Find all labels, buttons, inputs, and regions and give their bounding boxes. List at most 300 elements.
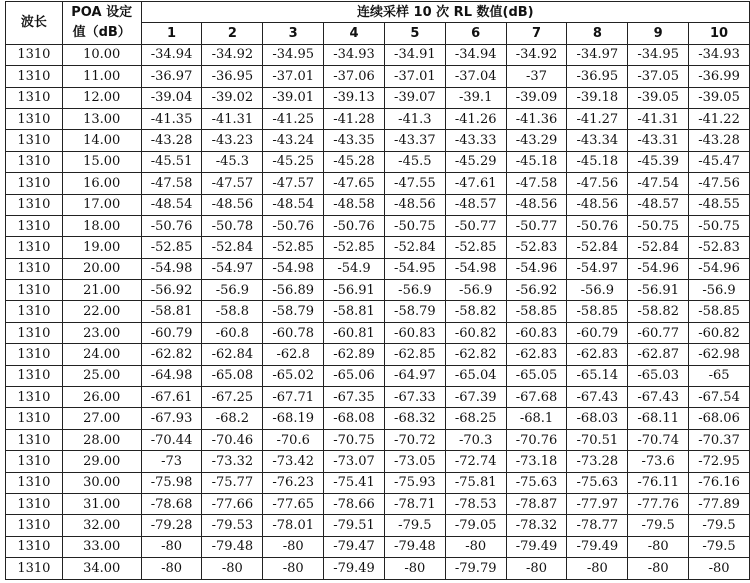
wavelength-cell: 1310 (6, 472, 63, 493)
rl-value-cell: -45.51 (141, 151, 202, 172)
rl-value-cell: -67.35 (324, 387, 385, 408)
rl-value-cell: -48.56 (567, 194, 628, 215)
sample-col-header: 2 (202, 23, 263, 44)
rl-value-cell: -79.48 (384, 536, 445, 557)
rl-value-cell: -68.1 (506, 408, 567, 429)
table-row (6, 429, 750, 450)
rl-value-cell: -73.32 (202, 451, 263, 472)
table-row (6, 387, 750, 408)
rl-value-cell: -56.91 (628, 280, 689, 301)
rl-value-cell: -60.77 (628, 322, 689, 343)
rl-value-cell: -43.31 (628, 130, 689, 151)
poa-header-line2: 值（dB） (72, 24, 131, 40)
table-row (6, 365, 750, 386)
rl-value-cell: -70.37 (689, 429, 750, 450)
rl-value-cell: -79.49 (506, 536, 567, 557)
wavelength-cell: 1310 (6, 215, 63, 236)
rl-value-cell: -41.36 (506, 108, 567, 129)
rl-value-cell: -47.55 (384, 173, 445, 194)
rl-value-cell: -56.9 (567, 280, 628, 301)
rl-value-cell: -48.55 (689, 194, 750, 215)
rl-value-cell: -75.77 (202, 472, 263, 493)
rl-value-cell: -65.06 (324, 365, 385, 386)
table-row (6, 44, 750, 65)
rl-value-cell: -75.93 (384, 472, 445, 493)
rl-value-cell: -39.09 (506, 87, 567, 108)
wavelength-cell: 1310 (6, 365, 63, 386)
rl-value-cell: -56.91 (324, 280, 385, 301)
table-row (6, 194, 750, 215)
rl-value-cell: -58.85 (567, 301, 628, 322)
rl-value-cell: -45.18 (506, 151, 567, 172)
rl-value-cell: -58.81 (324, 301, 385, 322)
rl-value-cell: -65.02 (263, 365, 324, 386)
rl-value-cell: -76.11 (628, 472, 689, 493)
rl-value-cell: -60.81 (324, 322, 385, 343)
table-row (6, 280, 750, 301)
table-row (6, 258, 750, 279)
rl-value-cell: -52.85 (445, 237, 506, 258)
rl-value-cell: -65.08 (202, 365, 263, 386)
rl-value-cell: -54.98 (141, 258, 202, 279)
wavelength-cell: 1310 (6, 44, 63, 65)
rl-value-cell: -37 (506, 66, 567, 87)
wavelength-cell: 1310 (6, 493, 63, 514)
rl-value-cell: -41.31 (628, 108, 689, 129)
poa-cell: 29.00 (62, 451, 141, 472)
rl-value-cell: -50.77 (445, 215, 506, 236)
rl-value-cell: -62.8 (263, 344, 324, 365)
rl-value-cell: -45.28 (324, 151, 385, 172)
rl-value-cell: -37.04 (445, 66, 506, 87)
rl-value-cell: -79.48 (202, 536, 263, 557)
rl-value-cell: -48.58 (324, 194, 385, 215)
rl-value-cell: -37.05 (628, 66, 689, 87)
wavelength-cell: 1310 (6, 237, 63, 258)
rl-value-cell: -67.61 (141, 387, 202, 408)
rl-value-cell: -34.92 (202, 44, 263, 65)
rl-value-cell: -60.8 (202, 322, 263, 343)
rl-value-cell: -73 (141, 451, 202, 472)
rl-value-cell: -67.33 (384, 387, 445, 408)
rl-value-cell: -47.57 (202, 173, 263, 194)
rl-value-cell: -73.6 (628, 451, 689, 472)
table-row (6, 173, 750, 194)
rl-value-cell: -45.39 (628, 151, 689, 172)
poa-cell: 18.00 (62, 215, 141, 236)
poa-cell: 15.00 (62, 151, 141, 172)
poa-cell: 33.00 (62, 536, 141, 557)
rl-value-cell: -70.76 (506, 429, 567, 450)
poa-cell: 24.00 (62, 344, 141, 365)
rl-value-cell: -47.57 (263, 173, 324, 194)
rl-value-cell: -37.01 (263, 66, 324, 87)
rl-value-cell: -79.47 (324, 536, 385, 557)
rl-value-cell: -43.28 (689, 130, 750, 151)
rl-value-cell: -68.2 (202, 408, 263, 429)
rl-value-cell: -56.92 (506, 280, 567, 301)
rl-value-cell: -47.58 (506, 173, 567, 194)
rl-value-cell: -70.46 (202, 429, 263, 450)
rl-value-cell: -43.34 (567, 130, 628, 151)
rl-value-cell: -58.85 (506, 301, 567, 322)
rl-value-cell: -62.85 (384, 344, 445, 365)
rl-value-cell: -45.5 (384, 151, 445, 172)
rl-value-cell: -52.83 (689, 237, 750, 258)
rl-value-cell: -47.58 (141, 173, 202, 194)
rl-value-cell: -77.66 (202, 493, 263, 514)
rl-value-cell: -36.95 (202, 66, 263, 87)
rl-value-cell: -52.85 (141, 237, 202, 258)
rl-value-cell: -54.98 (263, 258, 324, 279)
rl-value-cell: -50.76 (567, 215, 628, 236)
rl-value-cell: -34.91 (384, 44, 445, 65)
sample-col-header: 3 (263, 23, 324, 44)
rl-value-cell: -45.25 (263, 151, 324, 172)
wavelength-header: 波长 (6, 2, 63, 45)
rl-value-cell: -58.82 (445, 301, 506, 322)
table-body (6, 44, 750, 579)
rl-value-cell: -78.32 (506, 515, 567, 536)
rl-value-cell: -43.23 (202, 130, 263, 151)
wavelength-cell: 1310 (6, 322, 63, 343)
poa-cell: 28.00 (62, 429, 141, 450)
rl-value-cell: -70.44 (141, 429, 202, 450)
rl-value-cell: -39.1 (445, 87, 506, 108)
rl-value-cell: -41.27 (567, 108, 628, 129)
rl-value-cell: -80 (202, 558, 263, 579)
rl-value-cell: -62.83 (506, 344, 567, 365)
wavelength-cell: 1310 (6, 87, 63, 108)
poa-cell: 22.00 (62, 301, 141, 322)
wavelength-cell: 1310 (6, 451, 63, 472)
rl-value-cell: -54.9 (324, 258, 385, 279)
rl-value-cell: -34.94 (141, 44, 202, 65)
rl-value-cell: -56.9 (445, 280, 506, 301)
samples-header: 连续采样 10 次 RL 数值(dB) (141, 2, 749, 23)
rl-value-cell: -73.07 (324, 451, 385, 472)
sample-col-header: 8 (567, 23, 628, 44)
rl-value-cell: -68.03 (567, 408, 628, 429)
rl-value-cell: -75.63 (567, 472, 628, 493)
poa-cell: 20.00 (62, 258, 141, 279)
rl-value-cell: -45.47 (689, 151, 750, 172)
rl-value-cell: -41.35 (141, 108, 202, 129)
rl-value-cell: -72.74 (445, 451, 506, 472)
rl-value-cell: -52.84 (628, 237, 689, 258)
rl-value-cell: -70.75 (324, 429, 385, 450)
rl-value-cell: -67.93 (141, 408, 202, 429)
sample-col-header: 9 (628, 23, 689, 44)
wavelength-cell: 1310 (6, 515, 63, 536)
rl-value-cell: -54.96 (628, 258, 689, 279)
rl-value-cell: -50.76 (141, 215, 202, 236)
rl-value-cell: -79.49 (567, 536, 628, 557)
rl-value-cell: -62.83 (567, 344, 628, 365)
rl-value-cell: -60.83 (384, 322, 445, 343)
rl-value-cell: -60.82 (689, 322, 750, 343)
rl-value-cell: -64.97 (384, 365, 445, 386)
rl-value-cell: -56.92 (141, 280, 202, 301)
rl-value-cell: -34.97 (567, 44, 628, 65)
rl-value-cell: -50.78 (202, 215, 263, 236)
rl-value-cell: -43.33 (445, 130, 506, 151)
rl-value-cell: -52.85 (263, 237, 324, 258)
wavelength-cell: 1310 (6, 558, 63, 579)
rl-value-cell: -75.98 (141, 472, 202, 493)
rl-value-cell: -67.25 (202, 387, 263, 408)
rl-value-cell: -67.39 (445, 387, 506, 408)
rl-value-cell: -68.11 (628, 408, 689, 429)
rl-value-cell: -79.49 (324, 558, 385, 579)
rl-value-cell: -52.83 (506, 237, 567, 258)
table-row (6, 515, 750, 536)
wavelength-cell: 1310 (6, 280, 63, 301)
poa-cell: 10.00 (62, 44, 141, 65)
rl-value-cell: -80 (263, 558, 324, 579)
rl-value-cell: -41.31 (202, 108, 263, 129)
rl-value-cell: -43.24 (263, 130, 324, 151)
rl-value-cell: -67.43 (567, 387, 628, 408)
rl-value-cell: -60.82 (445, 322, 506, 343)
poa-cell: 12.00 (62, 87, 141, 108)
rl-value-cell: -34.92 (506, 44, 567, 65)
poa-cell: 19.00 (62, 237, 141, 258)
rl-value-cell: -79.5 (384, 515, 445, 536)
rl-value-cell: -80 (141, 536, 202, 557)
rl-value-cell: -68.32 (384, 408, 445, 429)
poa-cell: 25.00 (62, 365, 141, 386)
rl-value-cell: -48.54 (263, 194, 324, 215)
rl-value-cell: -58.79 (263, 301, 324, 322)
rl-value-cell: -62.87 (628, 344, 689, 365)
rl-value-cell: -80 (445, 536, 506, 557)
wavelength-cell: 1310 (6, 108, 63, 129)
rl-value-cell: -60.78 (263, 322, 324, 343)
rl-value-cell: -79.05 (445, 515, 506, 536)
rl-value-cell: -77.97 (567, 493, 628, 514)
rl-value-cell: -37.01 (384, 66, 445, 87)
rl-value-cell: -58.85 (689, 301, 750, 322)
rl-value-cell: -68.06 (689, 408, 750, 429)
rl-value-cell: -70.51 (567, 429, 628, 450)
rl-value-cell: -70.6 (263, 429, 324, 450)
table-row (6, 451, 750, 472)
rl-value-cell: -78.77 (567, 515, 628, 536)
rl-value-cell: -58.8 (202, 301, 263, 322)
rl-value-cell: -47.65 (324, 173, 385, 194)
rl-value-cell: -67.43 (628, 387, 689, 408)
rl-value-cell: -65.03 (628, 365, 689, 386)
rl-value-cell: -48.56 (384, 194, 445, 215)
rl-value-cell: -37.06 (324, 66, 385, 87)
rl-value-cell: -70.72 (384, 429, 445, 450)
sample-col-header: 1 (141, 23, 202, 44)
wavelength-cell: 1310 (6, 173, 63, 194)
rl-value-cell: -39.18 (567, 87, 628, 108)
rl-value-cell: -36.95 (567, 66, 628, 87)
poa-cell: 21.00 (62, 280, 141, 301)
rl-value-cell: -79.5 (689, 515, 750, 536)
rl-value-cell: -56.89 (263, 280, 324, 301)
rl-value-cell: -50.75 (689, 215, 750, 236)
sample-col-header: 6 (445, 23, 506, 44)
rl-value-cell: -34.95 (628, 44, 689, 65)
rl-value-cell: -47.61 (445, 173, 506, 194)
rl-value-cell: -39.05 (689, 87, 750, 108)
table-row (6, 493, 750, 514)
rl-value-cell: -79.51 (324, 515, 385, 536)
rl-value-cell: -60.79 (567, 322, 628, 343)
poa-cell: 26.00 (62, 387, 141, 408)
poa-cell: 31.00 (62, 493, 141, 514)
poa-cell: 34.00 (62, 558, 141, 579)
rl-value-cell: -72.95 (689, 451, 750, 472)
sample-col-header: 4 (324, 23, 385, 44)
wavelength-cell: 1310 (6, 301, 63, 322)
rl-value-cell: -75.63 (506, 472, 567, 493)
table-row (6, 237, 750, 258)
table-row (6, 130, 750, 151)
rl-value-cell: -43.37 (384, 130, 445, 151)
rl-value-cell: -62.98 (689, 344, 750, 365)
rl-value-cell: -50.77 (506, 215, 567, 236)
rl-value-cell: -50.76 (263, 215, 324, 236)
rl-value-cell: -58.79 (384, 301, 445, 322)
rl-value-cell: -79.79 (445, 558, 506, 579)
rl-value-cell: -79.28 (141, 515, 202, 536)
rl-value-cell: -62.89 (324, 344, 385, 365)
rl-value-cell: -54.96 (689, 258, 750, 279)
rl-value-cell: -80 (506, 558, 567, 579)
rl-value-cell: -73.42 (263, 451, 324, 472)
rl-value-cell: -39.04 (141, 87, 202, 108)
wavelength-cell: 1310 (6, 66, 63, 87)
rl-value-cell: -79.5 (689, 536, 750, 557)
rl-value-cell: -64.98 (141, 365, 202, 386)
rl-value-cell: -67.68 (506, 387, 567, 408)
table-row (6, 472, 750, 493)
poa-cell: 14.00 (62, 130, 141, 151)
rl-value-cell: -60.79 (141, 322, 202, 343)
rl-value-cell: -47.56 (567, 173, 628, 194)
rl-value-cell: -80 (384, 558, 445, 579)
rl-value-cell: -45.3 (202, 151, 263, 172)
table-row (6, 344, 750, 365)
wavelength-cell: 1310 (6, 408, 63, 429)
rl-value-cell: -58.81 (141, 301, 202, 322)
rl-value-cell: -54.97 (567, 258, 628, 279)
wavelength-cell: 1310 (6, 194, 63, 215)
rl-value-cell: -45.18 (567, 151, 628, 172)
sample-col-header: 5 (384, 23, 445, 44)
rl-value-cell: -79.53 (202, 515, 263, 536)
table-row (6, 301, 750, 322)
rl-value-cell: -76.23 (263, 472, 324, 493)
rl-value-cell: -80 (263, 536, 324, 557)
rl-value-cell: -65 (689, 365, 750, 386)
rl-value-cell: -77.89 (689, 493, 750, 514)
rl-value-cell: -52.85 (324, 237, 385, 258)
rl-value-cell: -54.96 (506, 258, 567, 279)
poa-cell: 30.00 (62, 472, 141, 493)
wavelength-cell: 1310 (6, 151, 63, 172)
rl-value-cell: -76.16 (689, 472, 750, 493)
wavelength-cell: 1310 (6, 258, 63, 279)
rl-value-cell: -68.19 (263, 408, 324, 429)
poa-header (62, 2, 141, 45)
rl-value-cell: -67.71 (263, 387, 324, 408)
rl-value-cell: -67.54 (689, 387, 750, 408)
table-row (6, 215, 750, 236)
rl-value-cell: -75.41 (324, 472, 385, 493)
poa-cell: 32.00 (62, 515, 141, 536)
rl-value-cell: -43.29 (506, 130, 567, 151)
rl-value-cell: -50.76 (324, 215, 385, 236)
rl-value-cell: -78.01 (263, 515, 324, 536)
rl-value-cell: -77.76 (628, 493, 689, 514)
table-row (6, 558, 750, 579)
wavelength-cell: 1310 (6, 387, 63, 408)
rl-table-container (5, 1, 750, 580)
rl-value-cell: -34.93 (324, 44, 385, 65)
rl-value-cell: -41.25 (263, 108, 324, 129)
rl-value-cell: -41.28 (324, 108, 385, 129)
rl-data-table (5, 1, 750, 580)
table-row (6, 536, 750, 557)
rl-value-cell: -78.71 (384, 493, 445, 514)
rl-value-cell: -48.56 (506, 194, 567, 215)
rl-value-cell: -45.29 (445, 151, 506, 172)
rl-value-cell: -79.5 (628, 515, 689, 536)
rl-value-cell: -43.35 (324, 130, 385, 151)
rl-value-cell: -77.65 (263, 493, 324, 514)
rl-value-cell: -58.82 (628, 301, 689, 322)
sample-col-header: 10 (689, 23, 750, 44)
table-row (6, 66, 750, 87)
poa-cell: 27.00 (62, 408, 141, 429)
rl-value-cell: -62.82 (445, 344, 506, 365)
rl-value-cell: -41.3 (384, 108, 445, 129)
table-row (6, 408, 750, 429)
rl-value-cell: -75.81 (445, 472, 506, 493)
rl-value-cell: -60.83 (506, 322, 567, 343)
rl-value-cell: -54.95 (384, 258, 445, 279)
rl-value-cell: -36.99 (689, 66, 750, 87)
rl-value-cell: -78.87 (506, 493, 567, 514)
rl-value-cell: -70.3 (445, 429, 506, 450)
rl-value-cell: -36.97 (141, 66, 202, 87)
rl-value-cell: -70.74 (628, 429, 689, 450)
rl-value-cell: -56.9 (384, 280, 445, 301)
rl-value-cell: -41.22 (689, 108, 750, 129)
rl-value-cell: -78.53 (445, 493, 506, 514)
rl-value-cell: -43.28 (141, 130, 202, 151)
rl-value-cell: -62.82 (141, 344, 202, 365)
table-row (6, 322, 750, 343)
sample-col-header: 7 (506, 23, 567, 44)
rl-value-cell: -68.08 (324, 408, 385, 429)
table-row (6, 87, 750, 108)
poa-cell: 23.00 (62, 322, 141, 343)
rl-value-cell: -78.66 (324, 493, 385, 514)
rl-value-cell: -52.84 (384, 237, 445, 258)
rl-value-cell: -50.75 (384, 215, 445, 236)
rl-value-cell: -80 (628, 536, 689, 557)
rl-value-cell: -56.9 (202, 280, 263, 301)
rl-value-cell: -62.84 (202, 344, 263, 365)
rl-value-cell: -52.84 (202, 237, 263, 258)
